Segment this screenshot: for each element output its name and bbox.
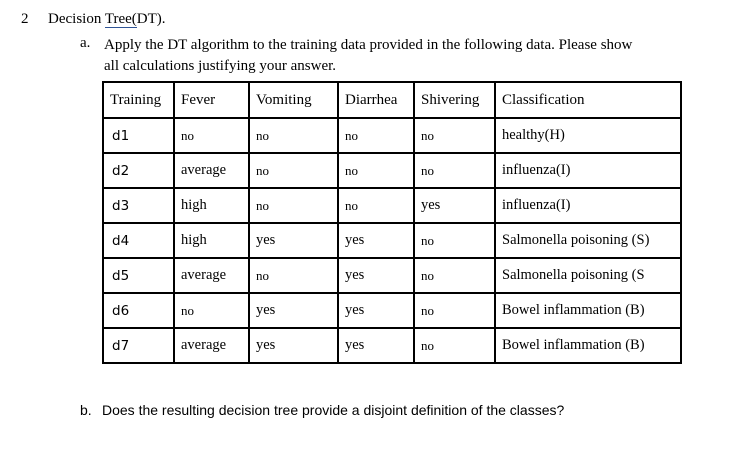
cell-fever: no [174,293,249,328]
question-title-underlined: Tree( [104,11,137,27]
table-row [103,328,681,363]
cell-training: d2 [103,153,174,188]
part-a-label: a. [80,35,91,51]
cell-shivering: no [414,258,495,293]
cell-diarrhea: no [338,188,414,223]
cell-classification: Salmonella poisoning (S) [495,223,681,258]
cell-classification: Salmonella poisoning (S [495,258,681,293]
cell-training: d1 [103,118,174,153]
cell-classification: Bowel inflammation (B) [495,328,681,363]
cell-vomiting: no [249,188,338,223]
header-fever: Fever [174,82,249,118]
header-diarrhea: Diarrhea [338,82,414,118]
cell-diarrhea: no [338,153,414,188]
question-title [48,11,166,28]
cell-vomiting: yes [249,328,338,363]
cell-diarrhea: yes [338,258,414,293]
header-training: Training [103,82,174,118]
table-row [103,258,681,293]
cell-shivering: yes [414,188,495,223]
table-header-row [103,82,681,118]
question-number: 2 [21,11,29,27]
cell-shivering: no [414,328,495,363]
cell-training: d4 [103,223,174,258]
cell-fever: no [174,118,249,153]
cell-vomiting: yes [249,223,338,258]
table-row [103,223,681,258]
cell-classification: influenza(I) [495,153,681,188]
cell-fever: high [174,188,249,223]
training-data-table [102,81,682,364]
part-a-text [104,35,704,77]
question-title-prefix: Decision [48,11,105,27]
cell-classification: influenza(I) [495,188,681,223]
cell-vomiting: no [249,153,338,188]
header-vomiting: Vomiting [249,82,338,118]
cell-vomiting: yes [249,293,338,328]
cell-vomiting: no [249,118,338,153]
cell-shivering: no [414,118,495,153]
table-row [103,188,681,223]
part-a-line-2: all calculations justifying your answer. [104,58,337,74]
cell-training: d3 [103,188,174,223]
cell-diarrhea: yes [338,223,414,258]
part-b-text: Does the resulting decision tree provide a disjoint definition of the classes? [102,402,565,418]
table-row [103,118,681,153]
cell-vomiting: no [249,258,338,293]
part-b-label: b. [80,402,92,418]
cell-fever: average [174,328,249,363]
table-row [103,153,681,188]
header-shivering: Shivering [414,82,495,118]
cell-fever: high [174,223,249,258]
cell-diarrhea: yes [338,328,414,363]
cell-training: d5 [103,258,174,293]
table-row [103,293,681,328]
cell-fever: average [174,153,249,188]
cell-classification: Bowel inflammation (B) [495,293,681,328]
cell-classification: healthy(H) [495,118,681,153]
cell-shivering: no [414,153,495,188]
cell-training: d6 [103,293,174,328]
cell-diarrhea: yes [338,293,414,328]
cell-diarrhea: no [338,118,414,153]
question-title-suffix: DT). [136,11,166,27]
cell-training: d7 [103,328,174,363]
cell-fever: average [174,258,249,293]
part-a-line-1: Apply the DT algorithm to the training data provided in the following data. Please show [104,37,633,53]
cell-shivering: no [414,293,495,328]
header-classification: Classification [495,82,681,118]
cell-shivering: no [414,223,495,258]
